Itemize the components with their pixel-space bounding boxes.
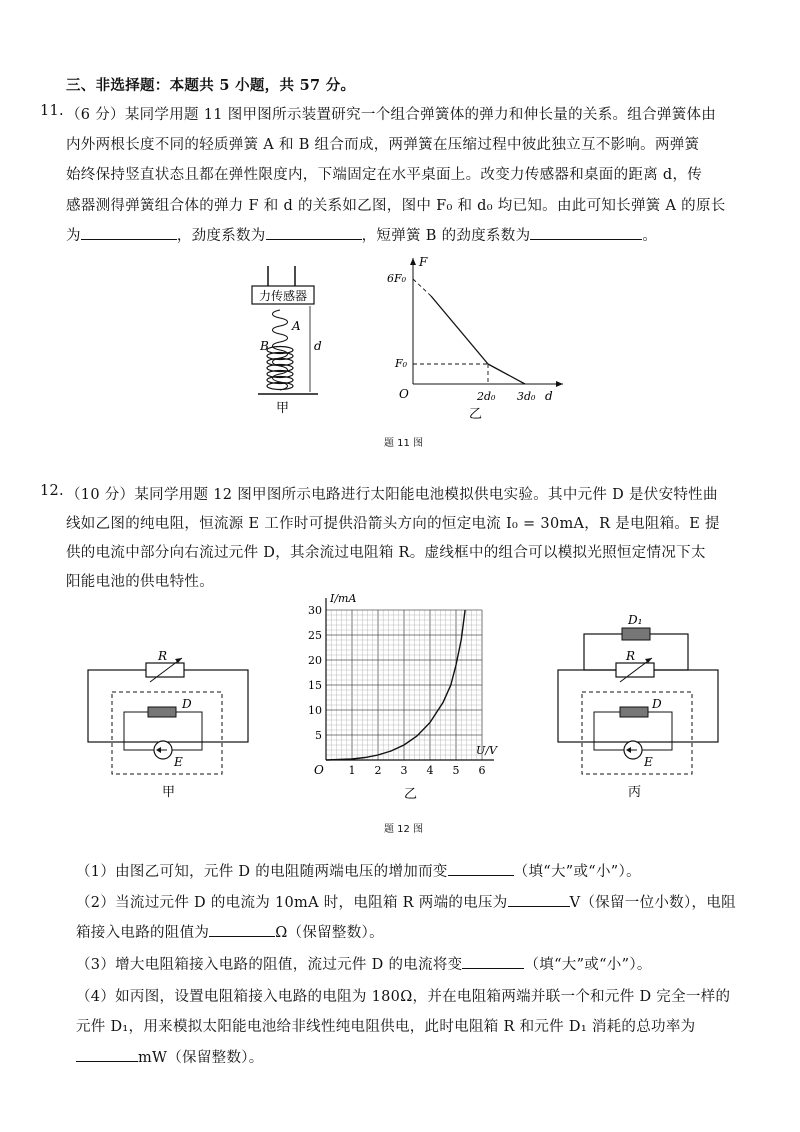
y-tick-label: 25 — [308, 629, 322, 642]
iv-xlabel: U/V — [476, 744, 497, 757]
line-segment-2 — [488, 364, 525, 384]
fig11-apparatus — [240, 258, 340, 428]
section-title: 三、非选择题：本题共 5 小题，共 57 分。 — [66, 77, 356, 94]
q11-number: 11. — [40, 103, 64, 119]
y-tick-label: 10 — [308, 704, 322, 717]
e-label-bing: E — [644, 755, 653, 769]
answer-blank-k-a[interactable] — [266, 225, 362, 240]
x-tick-label: 4 — [426, 764, 434, 777]
answer-blank-1[interactable] — [448, 861, 514, 876]
answer-blank-4[interactable] — [76, 1047, 138, 1062]
r-label-bing: R — [626, 649, 636, 663]
d-axis-label: d — [545, 389, 553, 403]
spring-b — [267, 347, 293, 390]
y-tick-label: 15 — [308, 679, 322, 692]
resistor-box-r — [146, 663, 184, 677]
fig11-caption: 题 11 图 — [384, 438, 424, 449]
subq3: （3）增大电阻箱接入电路的阻值，流过元件 D 的电流将变 （填“大”或“小”）。 — [76, 953, 652, 974]
x-axis-arrow — [556, 381, 563, 387]
q11-text: 为 — [66, 228, 81, 244]
subq2-cont: 箱接入电路的阻值为 Ω（保留整数）。 — [76, 921, 384, 942]
answer-blank-3[interactable] — [462, 954, 524, 969]
circuit-label-jia: 甲 — [162, 785, 176, 800]
d-label-bing: D — [652, 697, 662, 711]
x-tick-label: 6 — [478, 764, 486, 777]
dashed-box-bing — [582, 692, 692, 774]
q11-text: ，短弹簧 B 的劲度系数为 — [361, 228, 531, 244]
graph-label-yi: 乙 — [404, 787, 418, 802]
answer-blank-k-b[interactable] — [530, 225, 642, 240]
q12-text-line3: 供的电流中部分向右流过元件 D，其余流过电阻箱 R。虚线框中的组合可以模拟光照恒定情况下太 — [66, 545, 706, 561]
y-axis-arrow — [410, 258, 416, 265]
origin-label: O — [399, 387, 409, 401]
spring-b-label: B — [260, 339, 269, 353]
iv-graph — [300, 588, 510, 808]
q11-text-line4: 感器测得弹簧组合体的弹力 F 和 d 的关系如乙图，图中 F₀ 和 d₀ 均已知。由此可知长弹簧 A 的原长 — [66, 198, 726, 214]
q11-text-line5 — [66, 224, 657, 245]
q12-text-line1: （10 分）某同学用题 12 图甲图所示电路进行太阳能电池模拟供电实验。其中元件 D 是伏安特性曲 — [66, 487, 718, 503]
x-tick-label: 2 — [374, 764, 382, 777]
q11-text-line2: 内外两根长度不同的轻质弹簧 A 和 B 组合而成，两弹簧在压缩过程中彼此独立互不影响。两弹簧 — [66, 137, 700, 153]
e-label: E — [174, 755, 183, 769]
x-tick-label: 5 — [452, 764, 460, 777]
fig12-caption: 题 12 图 — [384, 824, 424, 835]
q12-text-line4: 阳能电池的供电特性。 — [66, 574, 214, 590]
tick-2d0: 2d₀ — [477, 390, 496, 403]
q11-text: ，劲度系数为 — [176, 228, 266, 244]
circuit-label-bing: 丙 — [628, 785, 642, 800]
f-axis-label: F — [419, 255, 428, 269]
answer-blank-2b[interactable] — [209, 922, 275, 937]
iv-ylabel: I/mA — [330, 592, 357, 605]
subq4-line2: 元件 D₁，用来模拟太阳能电池给非线性纯电阻供电，此时电阻箱 R 和元件 D₁ 消耗的总功率为 — [76, 1019, 696, 1035]
x-tick-label: 3 — [400, 764, 408, 777]
fig11-graph — [385, 252, 575, 422]
spring-a-label: A — [292, 319, 301, 333]
resistor-box-r-bing — [616, 663, 654, 677]
answer-blank-length-a[interactable] — [81, 225, 177, 240]
d-label: D — [182, 697, 192, 711]
y-tick-label: 20 — [308, 654, 322, 667]
q11-text-line1: （6 分）某同学用题 11 图甲图所示装置研究一个组合弹簧体的弹力和伸长量的关系。组合弹簧体由 — [66, 107, 717, 123]
distance-label: d — [314, 339, 322, 353]
circuit-bing — [550, 608, 730, 808]
fig11-label-jia: 甲 — [276, 401, 290, 416]
d1-label: D₁ — [628, 613, 643, 627]
tick-6f0: 6F₀ — [387, 272, 407, 285]
element-d1 — [622, 628, 650, 640]
q11-text: 。 — [642, 228, 658, 244]
q12-number: 12. — [40, 483, 64, 499]
subq4-line3: mW（保留整数）。 — [76, 1046, 264, 1067]
tick-f0: F₀ — [395, 357, 408, 370]
force-sensor-label: 力传感器 — [258, 289, 308, 303]
fig11-label-yi: 乙 — [469, 407, 483, 422]
iv-origin: O — [314, 763, 324, 777]
subq4: （4）如丙图，设置电阻箱接入电路的电阻为 180Ω，并在电阻箱两端并联一个和元件 D 完全一样的 — [76, 989, 731, 1005]
y-tick-label: 30 — [308, 604, 322, 617]
subq2: （2）当流过元件 D 的电流为 10mA 时，电阻箱 R 两端的电压为 V（保留一位小数），电阻 — [76, 891, 736, 912]
dashed-box — [112, 692, 222, 774]
q12-text-line2: 线如乙图的纯电阻，恒流源 E 工作时可提供沿箭头方向的恒定电流 I₀ = 30mA，R 是电阻箱。E 提 — [66, 516, 720, 532]
r-label: R — [158, 650, 168, 663]
q11-text-line3: 始终保持竖直状态且都在弹性限度内，下端固定在水平桌面上。改变力传感器和桌面的距离 d，传 — [66, 167, 703, 183]
tick-3d0: 3d₀ — [517, 390, 536, 403]
dashed-segment — [413, 279, 431, 296]
element-d — [148, 707, 176, 717]
circuit-jia — [80, 650, 260, 800]
x-tick-label: 1 — [348, 764, 356, 777]
y-tick-label: 5 — [315, 729, 322, 742]
element-d-bing — [620, 707, 648, 717]
iv-grid — [326, 610, 482, 760]
subq1: （1）由图乙可知，元件 D 的电阻随两端电压的增加而变 （填“大”或“小”）。 — [76, 860, 641, 881]
line-segment-1 — [431, 296, 488, 364]
answer-blank-2a[interactable] — [508, 892, 570, 907]
